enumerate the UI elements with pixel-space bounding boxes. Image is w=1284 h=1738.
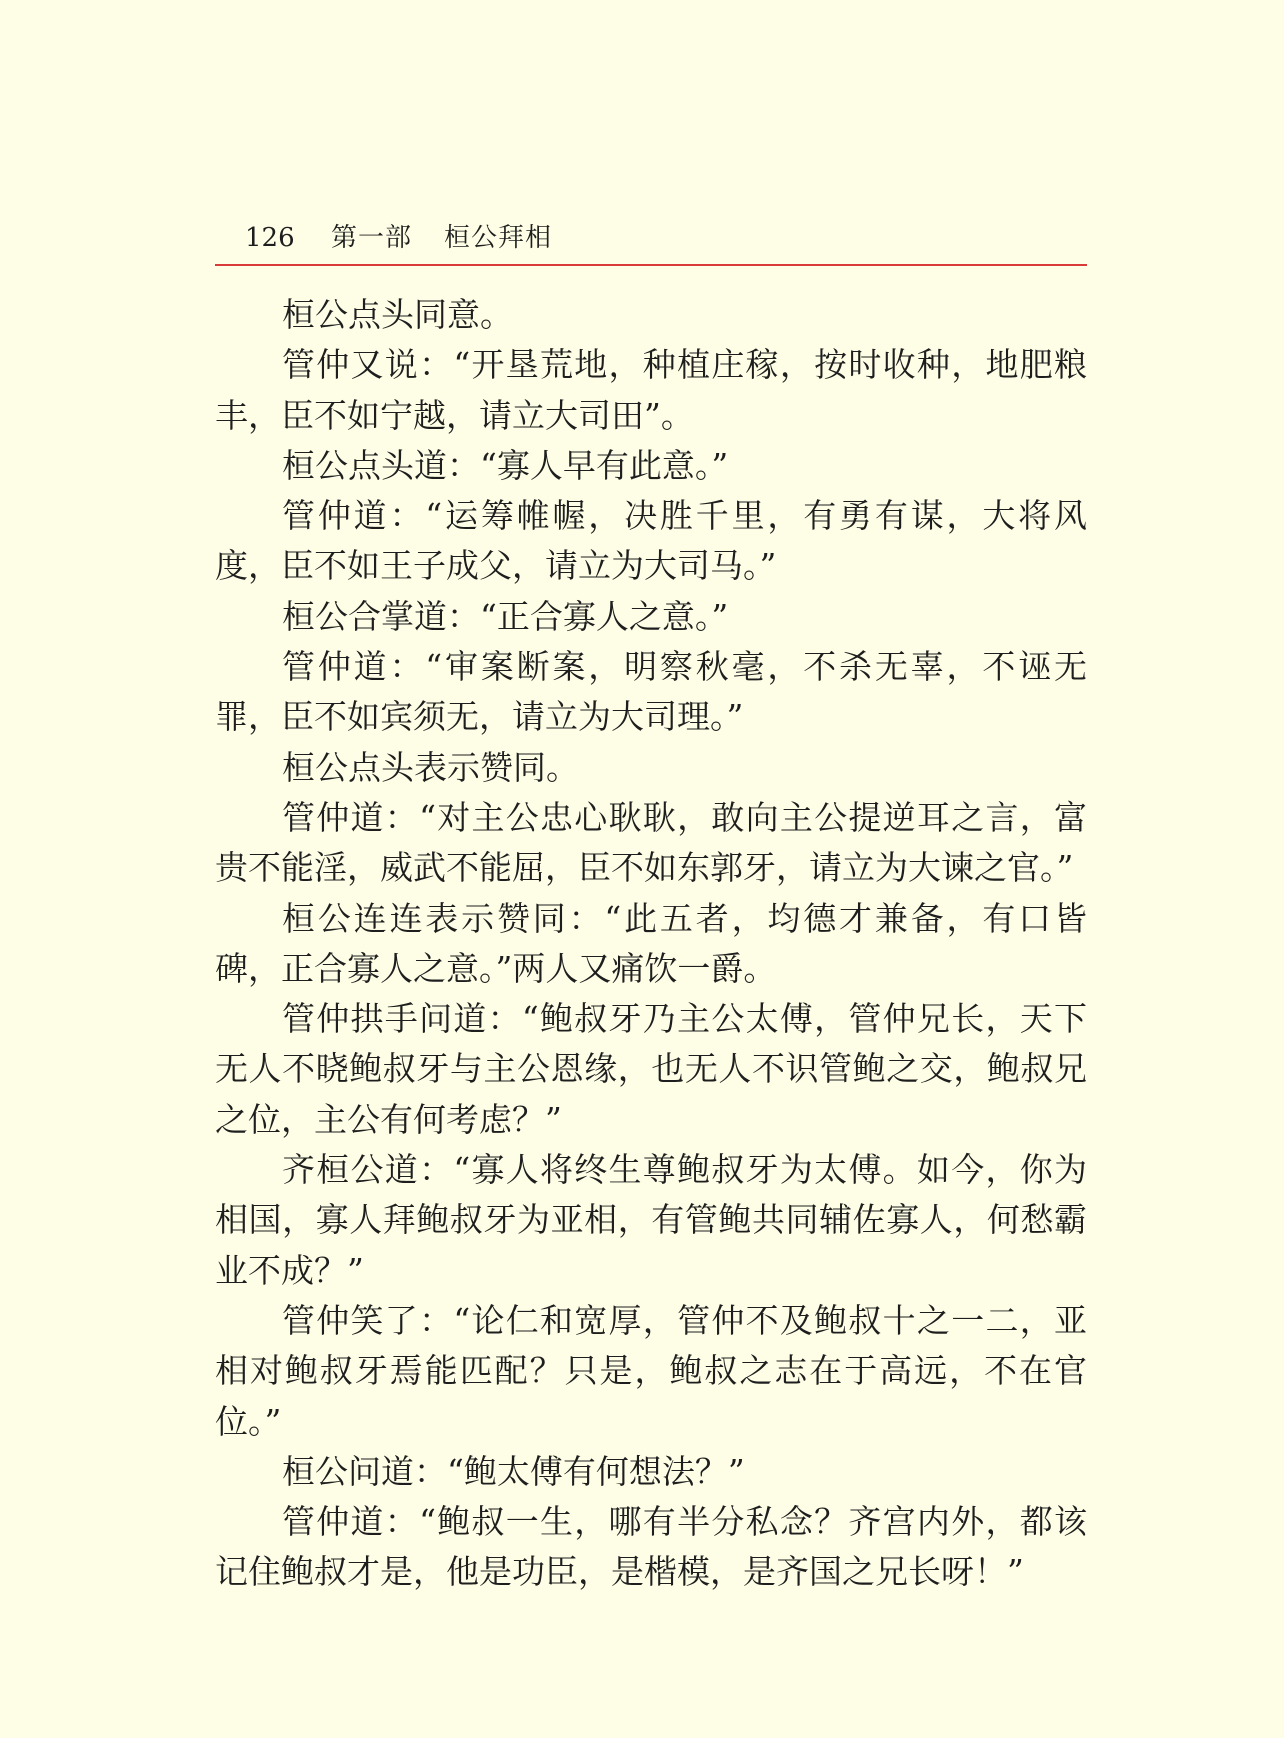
paragraph: 桓公点头道：“寡人早有此意。” <box>282 445 729 485</box>
paragraph: 管仲拱手问道：“鲍叔牙乃主公太傅，管仲兄长，天下无人不晓鲍叔牙与主公恩缘，也无人不识管鲍之交，鲍叔兄之位，主公有何考虑？” <box>215 999 1087 1139</box>
paragraph: 桓公问道：“鲍太傅有何想法？” <box>282 1451 745 1491</box>
paragraph: 管仲道：“审案断案，明察秋毫，不杀无辜，不诬无罪，臣不如宾须无，请立为大司理。” <box>215 647 1087 737</box>
paragraph: 管仲道：“对主公忠心耿耿，敢向主公提逆耳之言，富贵不能淫，威武不能屈，臣不如东郭牙，请立为大谏之官。” <box>215 797 1087 888</box>
body-text <box>215 290 1087 1598</box>
page-number: 126 <box>245 223 295 253</box>
part-title: 第一部 <box>331 223 413 253</box>
paragraph: 桓公点头同意。 <box>282 295 513 334</box>
paragraph: 管仲道：“运筹帷幄，决胜千里，有勇有谋，大将风度，臣不如王子成父，请立为大司马。” <box>215 496 1087 586</box>
paragraph: 桓公点头表示赞同。 <box>282 747 579 787</box>
chapter-title: 桓公拜相 <box>444 223 553 253</box>
paragraph: 管仲笑了：“论仁和宽厚，管仲不及鲍叔十之一二，亚相对鲍叔牙焉能匹配？只是，鲍叔之志在于高远，不在官位。” <box>215 1300 1087 1441</box>
book-page <box>215 0 1087 1738</box>
running-head <box>245 218 552 258</box>
header-rule <box>215 264 1087 266</box>
paragraph: 管仲道：“鲍叔一生，哪有半分私念？齐宫内外，都该记住鲍叔才是，他是功臣，是楷模，是齐国之兄长呀！” <box>215 1502 1087 1592</box>
paragraph: 齐桓公道：“寡人将终生尊鲍叔牙为太傅。如今，你为相国，寡人拜鲍叔牙为亚相，有管鲍共同辅佐寡人，何愁霸业不成？” <box>215 1150 1087 1290</box>
paragraph: 桓公连连表示赞同：“此五者，均德才兼备，有口皆碑，正合寡人之意。”两人又痛饮一爵。 <box>215 898 1087 988</box>
paragraph: 桓公合掌道：“正合寡人之意。” <box>282 596 729 636</box>
paragraph: 管仲又说：“开垦荒地，种植庄稼，按时收种，地肥粮丰，臣不如宁越，请立大司田”。 <box>215 345 1087 435</box>
